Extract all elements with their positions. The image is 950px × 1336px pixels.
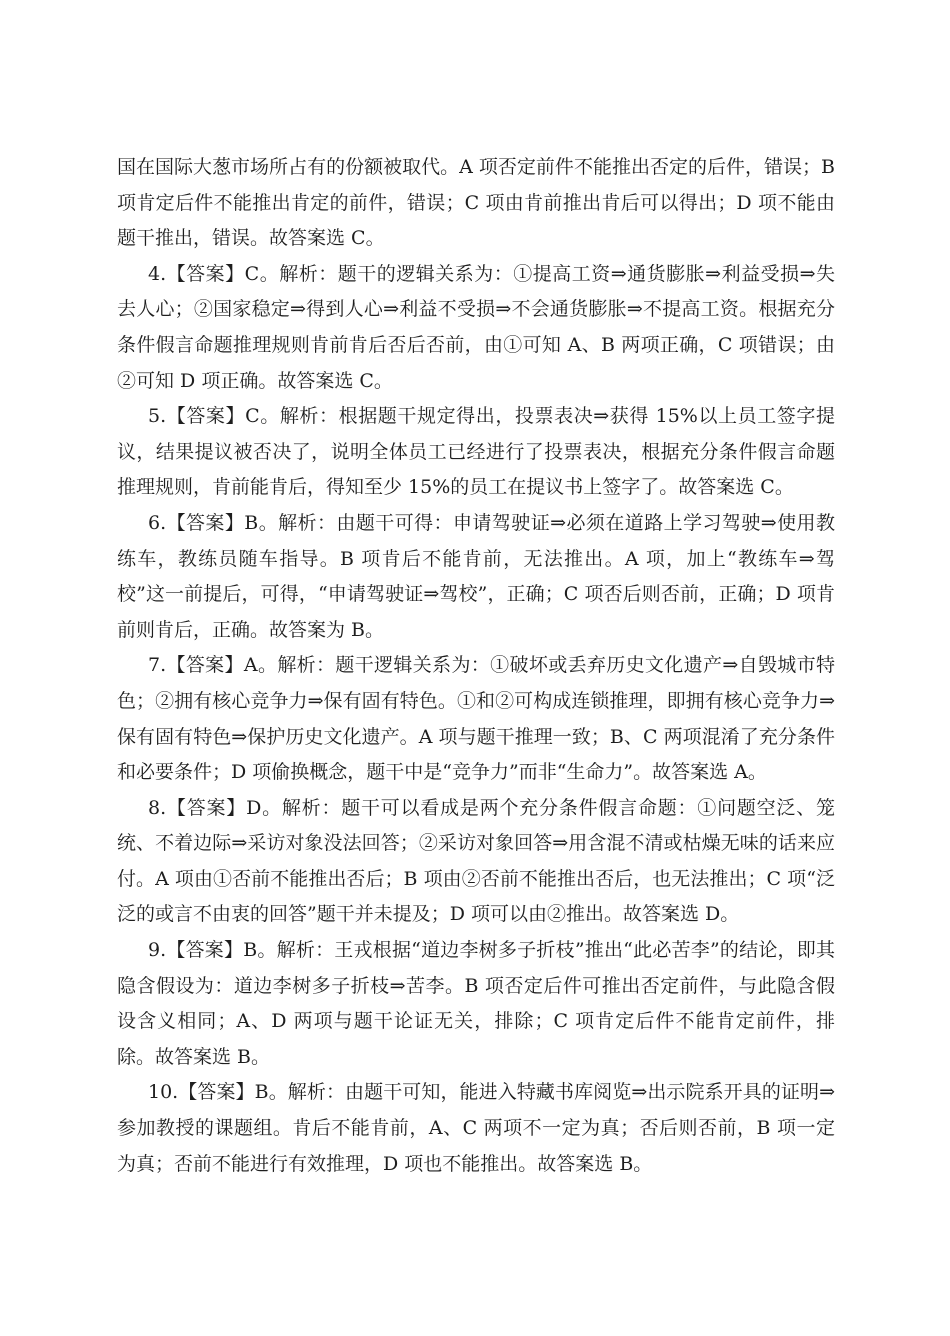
answer-choice: C。 bbox=[245, 405, 280, 428]
explanation-text: 解析：题干逻辑关系为：①破坏或丢弃历史文化遗产⇒自毁城市特色；②拥有核心竞争力⇒保有固有特色。①和②可构成连锁推理，即拥有核心竞争力⇒保有固有特色⇒保护历史文化遗产。A 项与题干推理一致；B、C 两项混淆了充分条件和必要条件；D 项偷换概念，题干中是“竞争力”而非“生命力”。故答案选 A。 bbox=[117, 654, 835, 784]
explanation-text: 解析：题干的逻辑关系为：①提高工资⇒通货膨胀⇒利益受损⇒失去人心；②国家稳定⇒得到人心⇒利益不受损⇒不会通货膨胀⇒不提高工资。根据充分条件假言命题推理规则肯前肯后否后否前，由①可知 A、B 两项正确，C 项错误；由②可知 D 项正确。故答案选 C。 bbox=[117, 262, 835, 392]
answer-label: 【答案】 bbox=[178, 1081, 255, 1104]
answer-paragraph-8 bbox=[117, 791, 835, 933]
answer-paragraph-10 bbox=[117, 1075, 835, 1182]
explanation-text: 解析：由题干可知，能进入特藏书库阅览⇒出示院系开具的证明⇒参加教授的课题组。肯后不能肯前，A、C 两项不一定为真；否后则否前，B 项一定为真；否前不能进行有效推理，D 项也不能推出。故答案选 B。 bbox=[117, 1081, 836, 1175]
answer-label: 【答案】 bbox=[166, 939, 244, 962]
question-number: 5. bbox=[148, 405, 167, 428]
question-number: 7. bbox=[148, 654, 167, 677]
answer-choice: B。 bbox=[244, 511, 279, 534]
explanation-text: 解析：王戎根据“道边李树多子折枝”推出“此必苦李”的结论，即其隐含假设为：道边李树多子折枝⇒苦李。B 项否定后件可推出否定前件，与此隐含假设含义相同；A、D 两项与题干论证无关，排除；C 项肯定后件不能肯定前件，排除。故答案选 B。 bbox=[117, 939, 835, 1068]
answer-choice: C。 bbox=[244, 262, 280, 285]
question-number: 10. bbox=[148, 1081, 179, 1104]
answer-choice: A。 bbox=[243, 654, 278, 677]
answer-paragraph-4 bbox=[117, 257, 835, 399]
question-number: 9. bbox=[148, 939, 167, 962]
answer-label: 【答案】 bbox=[166, 654, 244, 677]
paragraph-text: 国在国际大葱市场所占有的份额被取代。A 项否定前件不能推出否定的后件，错误；B 项肯定后件不能推出肯定的前件，错误；C 项由肯前推出肯后可以得出；D 项不能由题干推出，错误。故答案选 C。 bbox=[117, 156, 835, 250]
answer-paragraph-9 bbox=[117, 933, 835, 1075]
explanation-text: 解析：根据题干规定得出，投票表决⇒获得 15%以上员工签字提议，结果提议被否决了，说明全体员工已经进行了投票表决，根据充分条件假言命题推理规则，肯前能肯后，得知至少 15%的员工在提议书上签字了。故答案选 C。 bbox=[117, 405, 835, 499]
answer-label: 【答案】 bbox=[166, 262, 245, 285]
answer-label: 【答案】 bbox=[166, 405, 246, 428]
answer-paragraph-7 bbox=[117, 648, 835, 790]
explanation-text: 解析：由题干可得：申请驾驶证⇒必须在道路上学习驾驶⇒使用教练车，教练员随车指导。B 项肯后不能肯前，无法推出。A 项，加上“教练车⇒驾校”这一前提后，可得，“申请驾驶证⇒驾校”，正确；C 项否后则否前，正确；D 项肯前则肯后，正确。故答案为 B。 bbox=[117, 511, 835, 641]
answer-label: 【答案】 bbox=[166, 796, 247, 819]
question-number: 6. bbox=[148, 511, 167, 534]
explanation-text: 解析：题干可以看成是两个充分条件假言命题：①问题空泛、笼统、不着边际⇒采访对象没法回答；②采访对象回答⇒用含混不清或枯燥无味的话来应付。A 项由①否前不能推出否后；B 项由②否前不能推出否后，也无法推出；C 项“泛泛的或言不由衷的回答”题干并未提及；D 项可以由②推出。故答案选 D。 bbox=[117, 796, 835, 926]
question-number: 4. bbox=[148, 262, 167, 285]
paragraph-continuation bbox=[117, 150, 835, 257]
answer-choice: B。 bbox=[243, 939, 277, 962]
question-number: 8. bbox=[148, 796, 167, 819]
answer-label: 【答案】 bbox=[166, 511, 245, 534]
answer-choice: B。 bbox=[254, 1081, 288, 1104]
answer-paragraph-5 bbox=[117, 399, 835, 506]
answer-choice: D。 bbox=[246, 796, 282, 819]
answer-paragraph-6 bbox=[117, 506, 835, 648]
